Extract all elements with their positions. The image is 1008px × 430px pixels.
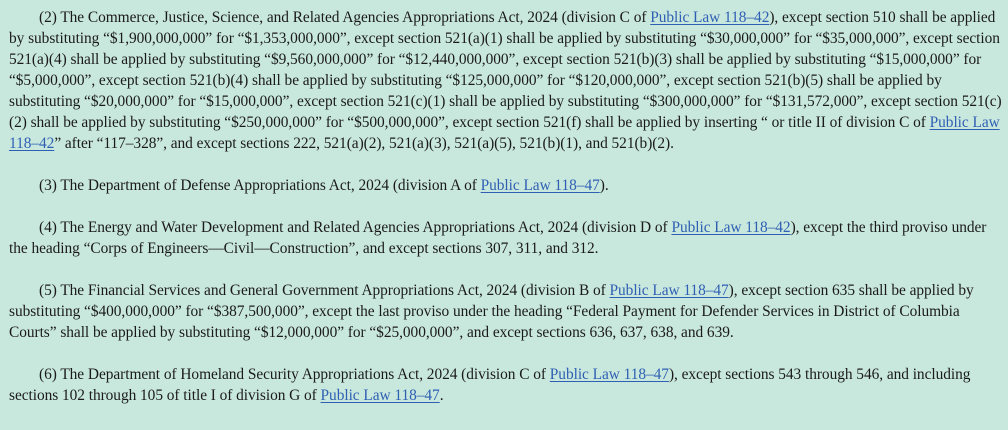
paragraph-4-text-end: ), except the third proviso under the heading “Corps of Engineers—Civil—Construction”, and except sections 307, 311, and 312. [9, 219, 987, 257]
public-law-118-42-link-2[interactable]: Public Law 118–42 [9, 114, 1000, 152]
public-law-118-47-link[interactable]: Public Law 118–47 [480, 177, 600, 194]
paragraph-4 [9, 217, 1003, 259]
paragraph-2-text-middle: ), except section 510 shall be applied by substituting “$1,900,000,000” for “$1,353,000,000”, except section 521(a)(1) shall be applied by substituting “$30,000,000” for “$35,000,000”, except section 521(a)(4) shall be applied by substituting “$9,560,000,000” for “$12,440,000,000”, except section 521(b)(3) shall be applied by substituting “$15,000,000” for “$5,000,000”, except section 521(b)(4) shall be applied by substituting “$125,000,000” for “$120,000,000”, except section 521(b)(5) shall be applied by substituting “$20,000,000” for “$15,000,000”, except section 521(c)(1) shall be applied by substituting “$300,000,000” for “$131,572,000”, except section 521(c)(2) shall be applied by substituting “$250,000,000” for “$500,000,000”, except section 521(f) shall be applied by inserting “ or title II of division C of [9, 9, 1002, 131]
paragraph-6 [9, 364, 1003, 406]
paragraph-3 [9, 175, 1003, 196]
paragraph-2 [9, 7, 1003, 154]
public-law-118-47-link[interactable]: Public Law 118–47 [549, 366, 669, 383]
public-law-118-47-link-2[interactable]: Public Law 118–47 [320, 387, 440, 404]
paragraph-2-text-end: ” after “117–328”, and except sections 222, 521(a)(2), 521(a)(3), 521(a)(5), 521(b)(1), and 521(b)(2). [54, 135, 674, 152]
paragraph-5-text-end: ), except section 635 shall be applied by substituting “$400,000,000” for “$387,500,000”, except the last proviso under the heading “Federal Payment for Defender Services in District of Columbia Courts” shall be applied by substituting “$12,000,000” for “$25,000,000”, and except sections 636, 637, 638, and 639. [9, 282, 974, 341]
public-law-118-42-link[interactable]: Public Law 118–42 [671, 219, 791, 236]
paragraph-4-text-start: (4) The Energy and Water Development and Related Agencies Appropriations Act, 2024 (division D of [39, 219, 672, 236]
paragraph-3-text-start: (3) The Department of Defense Appropriations Act, 2024 (division A of [39, 177, 481, 194]
paragraph-3-text-end: ). [599, 177, 609, 194]
paragraph-2-text-start: (2) The Commerce, Justice, Science, and Related Agencies Appropriations Act, 2024 (division C of [39, 9, 651, 26]
paragraph-6-text-middle: ), except sections 543 through 546, and including sections 102 through 105 of title I of division G of [9, 366, 971, 404]
public-law-118-42-link[interactable]: Public Law 118–42 [650, 9, 770, 26]
paragraph-5-text-start: (5) The Financial Services and General Government Appropriations Act, 2024 (division B of [39, 282, 610, 299]
document-body [9, 7, 1003, 427]
paragraph-6-text-end: . [439, 387, 444, 404]
paragraph-6-text-start: (6) The Department of Homeland Security Appropriations Act, 2024 (division C of [39, 366, 550, 383]
public-law-118-47-link[interactable]: Public Law 118–47 [609, 282, 729, 299]
paragraph-5 [9, 280, 1003, 343]
